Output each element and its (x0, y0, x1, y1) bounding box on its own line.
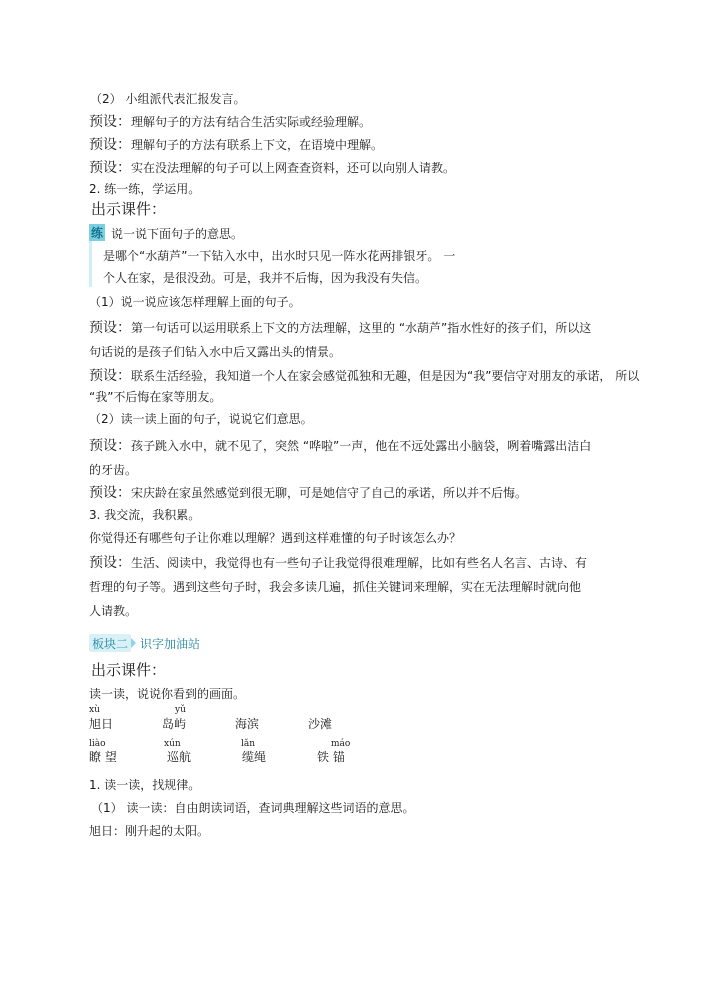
preset-text: 第一句话可以运用联系上下文的方法理解，这里的 “水葫芦”指水性好的孩子们，所以这 (131, 321, 592, 335)
show-courseware-label: 出示课件： (91, 661, 167, 679)
question: 你觉得还有哪些句子让你难以理解？遇到这样难懂的句子时该怎么办？ (89, 531, 462, 545)
preset-continuation: “我”不后悔在家等朋友。 (89, 390, 222, 404)
pinyin: xù (89, 705, 100, 715)
preset-line (89, 114, 371, 130)
step-heading: 1. 读一读，找规律。 (89, 778, 201, 792)
preset-line (89, 438, 591, 454)
preset-continuation: 的牙齿。 (89, 463, 138, 477)
pinyin: liào (89, 739, 106, 749)
preset-text: 宋庆龄在家虽然感觉到很无聊，可是她信守了自己的承诺，所以并不后悔。 (131, 486, 528, 500)
word-text: 旭日 (89, 717, 114, 731)
preset-text: 生活、阅读中，我觉得也有一些句子让我觉得很难理解，比如有些名人名言、古诗、有 (131, 556, 588, 570)
exercise-icon: 练 (91, 226, 104, 240)
preset-line (89, 160, 455, 176)
word-text: 瞭 望 (89, 750, 117, 764)
exercise-rule (89, 241, 92, 287)
definition: 旭日：刚升起的太阳。 (89, 824, 210, 838)
preset-continuation: 人请教。 (89, 604, 138, 618)
step-text: （2） 小组派代表汇报发言。 (90, 92, 246, 106)
section-tag: 板块二 (89, 634, 131, 652)
preset-text: 孩子跳入水中，就不见了，突然 “哗啦”一声，他在不远处露出小脑袋，咧着嘴露出洁白 (131, 439, 592, 453)
pinyin: yǔ (175, 705, 186, 715)
word-text: 沙滩 (308, 717, 333, 731)
preset-label: 预设： (89, 160, 131, 176)
preset-line (89, 137, 383, 153)
preset-label: 预设： (89, 137, 131, 153)
preset-line (89, 320, 591, 336)
preset-continuation: 哲理的句子等。遇到这些句子时，我会多读几遍，抓住关键词来理解，实在无法理解时就向他 (89, 580, 582, 594)
preset-label: 预设： (89, 368, 131, 384)
preset-text: 理解句子的方法有联系上下文，在语境中理解。 (131, 138, 384, 152)
word-text: 岛屿 (162, 717, 187, 731)
preset-label: 预设： (89, 555, 131, 571)
preset-line (89, 555, 587, 571)
preset-label: 预设： (89, 114, 131, 130)
question: （1）说一说应该怎样理解上面的句子。 (89, 295, 301, 309)
instruction: 读一读，说说你看到的画面。 (89, 687, 246, 701)
preset-label: 预设： (89, 485, 131, 501)
sub-step: （1） 读一读：自由朗读词语，查词典理解这些词语的意思。 (91, 801, 415, 815)
section-title: 识字加油站 (140, 637, 201, 651)
exercise-sentence: 是哪个“水葫芦”一下钻入水中，出水时只见一阵水花两排银牙。 一 (103, 249, 456, 263)
preset-text: 理解句子的方法有结合生活实际或经验理解。 (131, 115, 372, 129)
exercise-sentence: 个人在家，是很没劲。可是，我并不后悔，因为我没有失信。 (103, 271, 428, 285)
step-heading: 2. 练一练，学运用。 (89, 182, 201, 196)
preset-label: 预设： (89, 438, 131, 454)
pinyin: máo (331, 739, 351, 749)
word-text: 海滨 (235, 717, 260, 731)
pinyin: xún (164, 739, 181, 749)
preset-label: 预设： (89, 320, 131, 336)
preset-line (89, 368, 639, 384)
arrow-icon (131, 638, 136, 648)
show-courseware-label: 出示课件： (91, 200, 167, 218)
preset-text: 联系生活经验，我知道一个人在家会感觉孤独和无趣，但是因为“我”要信守对朋友的承诺， 所以 (131, 369, 640, 383)
word-text: 铁 锚 (317, 750, 345, 764)
step-heading: 3. 我交流，我积累。 (89, 508, 201, 522)
preset-text: 实在没法理解的句子可以上网查查资料，还可以向别人请教。 (131, 161, 456, 175)
preset-line (89, 485, 527, 501)
question: （2）读一读上面的句子，说说它们意思。 (89, 412, 313, 426)
pinyin: lǎn (241, 739, 256, 749)
preset-continuation: 句话说的是孩子们钻入水中后又露出头的情景。 (89, 345, 342, 359)
exercise-prompt: 说一说下面句子的意思。 (111, 227, 244, 241)
word-text: 缆绳 (242, 750, 267, 764)
word-text: 巡航 (167, 750, 192, 764)
